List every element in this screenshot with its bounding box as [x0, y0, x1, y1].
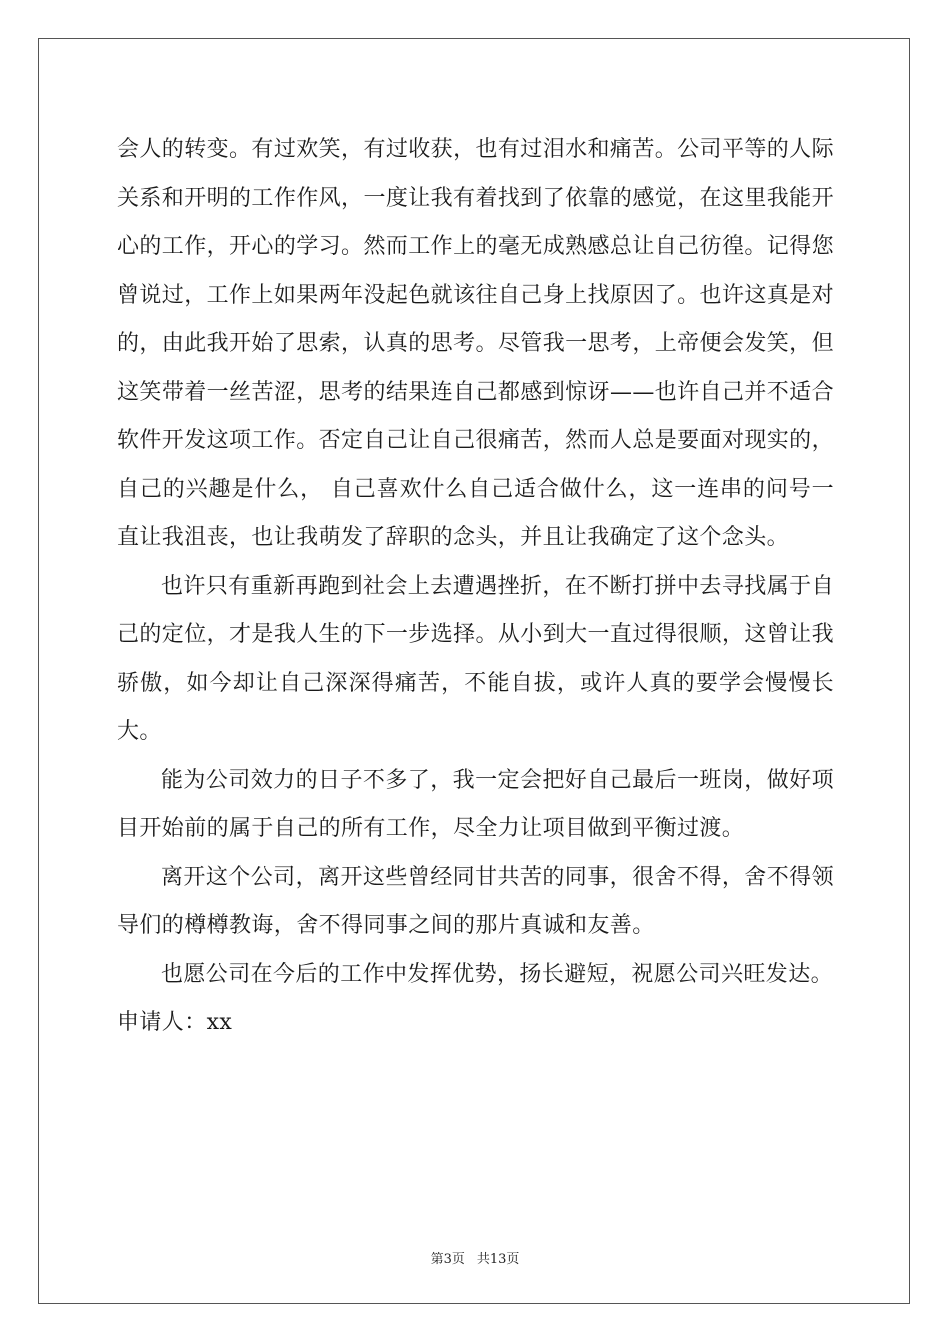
paragraph: 离开这个公司，离开这些曾经同甘共苦的同事，很舍不得，舍不得领导们的樽樽教诲，舍不得同事之间的那片真诚和友善。	[117, 864, 834, 938]
page-footer	[0, 1248, 950, 1267]
paragraph: 能为公司效力的日子不多了，我一定会把好自己最后一班岗，做好项目开始前的属于自己的所有工作，尽全力让项目做到平衡过渡。	[117, 767, 834, 841]
page-number: 第3页	[430, 1252, 465, 1267]
signature-line: 申请人：xx	[117, 1010, 233, 1035]
paragraph-continued: 会人的转变。有过欢笑，有过收获，也有过泪水和痛苦。公司平等的人际关系和开明的工作作风，一度让我有着找到了依靠的感觉，在这里我能开心的工作，开心的学习。然而工作上的毫无成熟感总让自己彷徨。记得您曾说过，工作上如果两年没起色就该往自己身上找原因了。也许这真是对的，由此我开始了思索，认真的思考。尽管我一思考，上帝便会发笑，但这笑带着一丝苦涩，思考的结果连自己都感到惊讶——也许自己并不适合软件开发这项工作。否定自己让自己很痛苦，然而人总是要面对现实的，自己的兴趣是什么， 自己喜欢什么自己适合做什么，这一连串的问号一直让我沮丧，也让我萌发了辞职的念头，并且让我确定了这个念头。	[117, 137, 834, 550]
paragraph: 也愿公司在今后的工作中发挥优势，扬长避短，祝愿公司兴旺发达。	[161, 961, 834, 987]
page-total: 共13页	[476, 1252, 520, 1267]
document-body	[117, 126, 834, 1048]
paragraph: 也许只有重新再跑到社会上去遭遇挫折，在不断打拼中去寻找属于自己的定位，才是我人生的下一步选择。从小到大一直过得很顺，这曾让我骄傲，如今却让自己深深得痛苦，不能自拔，或许人真的要学会慢慢长大。	[117, 573, 834, 744]
